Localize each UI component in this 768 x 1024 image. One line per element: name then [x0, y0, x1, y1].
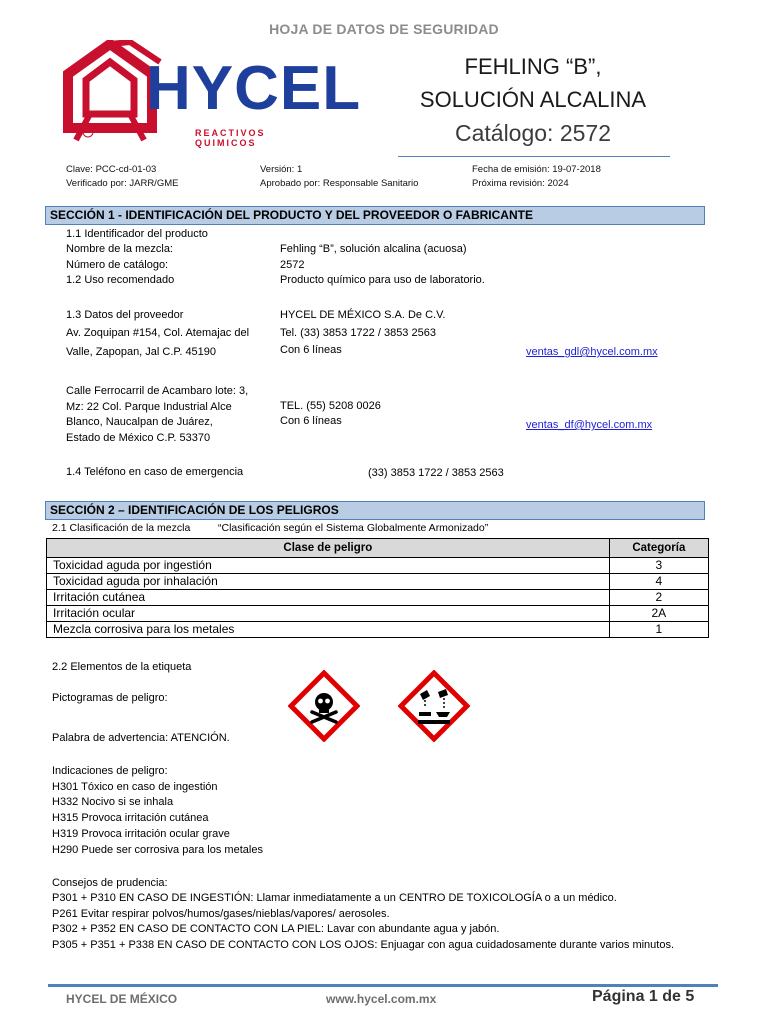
product-name-line1: FEHLING “B”, — [464, 54, 602, 79]
email-gdl-link[interactable]: ventas_gdl@hycel.com.mx — [526, 346, 658, 358]
meta-version: Versión: 1 — [260, 164, 303, 175]
registered-mark: ® — [83, 126, 89, 135]
table-header-row — [47, 539, 709, 558]
catalog-value: 2572 — [280, 259, 305, 271]
footer-company: HYCEL DE MÉXICO — [66, 992, 178, 1006]
meta-clave: Clave: PCC-cd-01-03 — [66, 164, 157, 175]
signal-word: Palabra de advertencia: ATENCIÓN. — [52, 732, 230, 744]
address2-line1: Calle Ferrocarril de Acambaro lote: 3, — [66, 385, 249, 397]
hazard-classification-table — [46, 538, 709, 638]
hazard-statements-title: Indicaciones de peligro: — [52, 765, 168, 777]
recommended-use-value: Producto químico para uso de laboratorio. — [280, 274, 485, 286]
precautionary-statement: P302 + P352 EN CASO DE CONTACTO CON LA PIEL: Lavar con abundante agua y jabón. — [52, 923, 500, 935]
logo-wordmark: HYCEL — [146, 54, 362, 123]
hazard-statement: H290 Puede ser corrosiva para los metales — [52, 844, 263, 856]
recommended-use-label: 1.2 Uso recomendado — [66, 274, 175, 286]
product-identifier-label: 1.1 Identificador del producto — [66, 228, 208, 240]
meta-verificado: Verificado por: JARR/GME — [66, 178, 179, 189]
hazard-statement: H301 Tóxico en caso de ingestión — [52, 781, 218, 793]
meta-revision: Próxima revisión: 2024 — [472, 178, 569, 189]
table-row — [47, 606, 709, 622]
address1-line2: Valle, Zapopan, Jal C.P. 45190 — [66, 346, 217, 358]
skull-crossbones-icon — [288, 670, 360, 747]
classification-label: 2.1 Clasificación de la mezcla — [52, 522, 191, 534]
page-number: Página 1 de 5 — [592, 988, 695, 1005]
company-name: HYCEL DE MÉXICO S.A. De C.V. — [280, 309, 446, 321]
category-cell: 2 — [609, 590, 708, 606]
corrosion-icon — [398, 670, 470, 747]
address2-line3: Blanco, Naucalpan de Juárez, — [66, 416, 213, 428]
email-df-link[interactable]: ventas_df@hycel.com.mx — [526, 419, 653, 431]
meta-aprobado: Aprobado por: Responsable Sanitario — [260, 178, 419, 189]
supplier-label: 1.3 Datos del proveedor — [66, 309, 184, 321]
classification-note: “Clasificación según el Sistema Globalmente Armonizado” — [218, 522, 489, 534]
pictograms-label: Pictogramas de peligro: — [52, 692, 168, 704]
col-hazard-class: Clase de peligro — [47, 539, 610, 558]
category-cell: 4 — [609, 574, 708, 590]
emergency-phone-label: 1.4 Teléfono en caso de emergencia — [66, 466, 244, 478]
table-row — [47, 574, 709, 590]
hycel-logo — [60, 40, 362, 150]
catalog-label: Número de catálogo: — [66, 259, 169, 271]
table-row — [47, 558, 709, 574]
table-row — [47, 622, 709, 638]
lines2: Con 6 líneas — [280, 415, 342, 427]
precautionary-statement: P305 + P351 + P338 EN CASO DE CONTACTO CON LOS OJOS: Enjuagar con agua cuidadosamente durante varios minutos. — [52, 939, 675, 951]
logo-subtitle: REACTIVOS QUIMICOS — [195, 128, 266, 148]
mix-name-value: Fehling “B”, solución alcalina (acuosa) — [280, 243, 467, 255]
meta-fecha: Fecha de emisión: 19-07-2018 — [472, 164, 601, 175]
category-cell: 3 — [609, 558, 708, 574]
label-elements-heading: 2.2 Elementos de la etiqueta — [52, 661, 192, 673]
section2-header: SECCIÓN 2 – IDENTIFICACIÓN DE LOS PELIGROS — [45, 501, 705, 520]
footer-divider — [48, 984, 718, 987]
category-cell: 2A — [609, 606, 708, 622]
hazard-statement: H332 Nocivo si se inhala — [52, 796, 174, 808]
hazard-class-cell: Mezcla corrosiva para los metales — [47, 622, 610, 638]
hazard-class-cell: Toxicidad aguda por inhalación — [47, 574, 610, 590]
address2-line2: Mz: 22 Col. Parque Industrial Alce — [66, 401, 232, 413]
table-row — [47, 590, 709, 606]
footer-website-link[interactable]: www.hycel.com.mx — [326, 992, 437, 1006]
hazard-class-cell: Irritación cutánea — [47, 590, 610, 606]
mix-name-label: Nombre de la mezcla: — [66, 243, 173, 255]
phone1: Tel. (33) 3853 1722 / 3853 2563 — [280, 327, 436, 339]
col-category: Categoría — [609, 539, 708, 558]
precautionary-statement: P301 + P310 EN CASO DE INGESTIÓN: Llamar inmediatamente a un CENTRO DE TOXICOLOGÍA o a un médico. — [52, 892, 617, 904]
hazard-class-cell: Toxicidad aguda por ingestión — [47, 558, 610, 574]
precautionary-title: Consejos de prudencia: — [52, 877, 168, 889]
address2-line4: Estado de México C.P. 53370 — [66, 432, 211, 444]
section1-header: SECCIÓN 1 - IDENTIFICACIÓN DEL PRODUCTO Y DEL PROVEEDOR O FABRICANTE — [45, 206, 705, 225]
emergency-phone-value: (33) 3853 1722 / 3853 2563 — [368, 467, 504, 479]
catalog-number: Catálogo: 2572 — [454, 120, 611, 146]
hazard-class-cell: Irritación ocular — [47, 606, 610, 622]
header-divider — [398, 156, 670, 157]
product-name-line2: SOLUCIÓN ALCALINA — [419, 87, 647, 112]
precautionary-statement: P261 Evitar respirar polvos/humos/gases/nieblas/vapores/ aerosoles. — [52, 908, 390, 920]
address1-line1: Av. Zoquipan #154, Col. Atemajac del — [66, 327, 250, 339]
hazard-statement: H319 Provoca irritación ocular grave — [52, 828, 230, 840]
phone2: TEL. (55) 5208 0026 — [280, 400, 381, 412]
hazard-statement: H315 Provoca irritación cutánea — [52, 812, 209, 824]
document-title: HOJA DE DATOS DE SEGURIDAD — [269, 21, 499, 37]
lines1: Con 6 líneas — [280, 344, 342, 356]
category-cell: 1 — [609, 622, 708, 638]
